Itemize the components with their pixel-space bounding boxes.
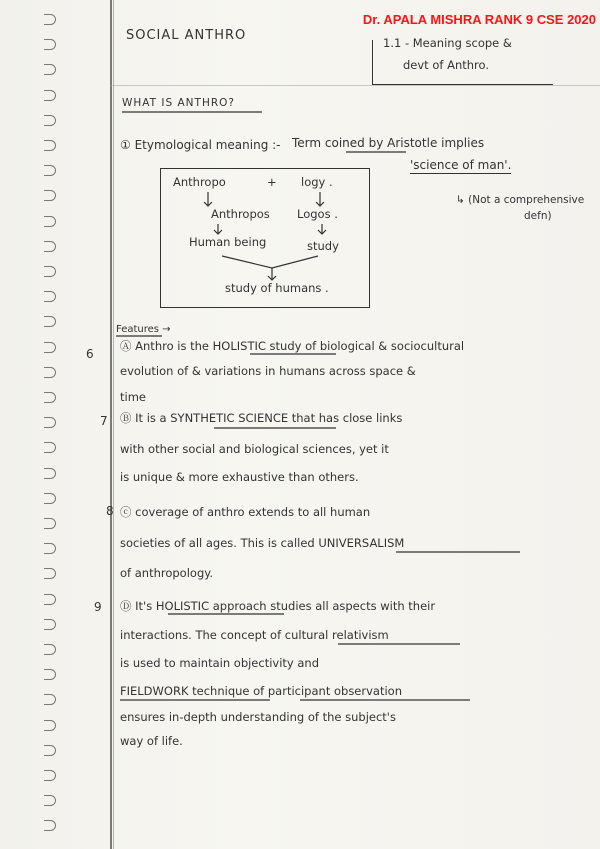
- binder-holes: [44, 14, 58, 844]
- binder-hole: [44, 770, 56, 781]
- binder-hole: [44, 820, 56, 831]
- binder-hole: [44, 745, 56, 756]
- binder-hole: [44, 90, 56, 101]
- point-line: societies of all ages. This is called UNIVERSALISM: [120, 536, 405, 550]
- binder-hole: [44, 442, 56, 453]
- margin-line: [110, 0, 112, 849]
- margin-line-inner: [113, 0, 114, 849]
- binder-hole: [44, 619, 56, 630]
- point-line: interactions. The concept of cultural relativism: [120, 628, 389, 642]
- point-line: with other social and biological sciences, yet it: [120, 442, 389, 456]
- binder-hole: [44, 291, 56, 302]
- etymology-quote: 'science of man'.: [410, 158, 512, 172]
- point-line: FIELDWORK technique of participant observation: [120, 684, 402, 698]
- point-line: is unique & more exhaustive than others.: [120, 470, 359, 484]
- diagram-mid-right: Logos .: [297, 207, 338, 221]
- binder-hole: [44, 594, 56, 605]
- binder-hole: [44, 39, 56, 50]
- binder-hole: [44, 316, 56, 327]
- point-line: evolution of & variations in humans across space &: [120, 364, 416, 378]
- diagram-mid-left: Anthropos: [211, 207, 270, 221]
- binder-hole: [44, 140, 56, 151]
- binder-hole: [44, 367, 56, 378]
- diagram-root-left: Anthropo: [173, 175, 226, 189]
- etymology-note-line1: ↳ (Not a comprehensive: [456, 194, 585, 206]
- point-line: of anthropology.: [120, 566, 214, 580]
- binder-hole: [44, 795, 56, 806]
- point-line: Ⓐ Anthro is the HOLISTIC study of biological & sociocultural: [120, 339, 465, 353]
- etymology-note-line2: defn): [524, 210, 552, 222]
- point-line: is used to maintain objectivity and: [120, 656, 320, 670]
- point-line: way of life.: [120, 734, 183, 748]
- watermark-title: Dr. APALA MISHRA RANK 9 CSE 2020: [362, 12, 596, 27]
- binder-hole: [44, 543, 56, 554]
- diagram-result: study of humans .: [225, 281, 329, 295]
- point-number: 9: [94, 600, 102, 614]
- point-line: ensures in-depth understanding of the subject's: [120, 710, 396, 724]
- binder-hole: [44, 115, 56, 126]
- binder-hole: [44, 568, 56, 579]
- subject-title: SOCIAL ANTHRO: [126, 28, 247, 43]
- section-heading: WHAT IS ANTHRO?: [122, 97, 235, 109]
- binder-hole: [44, 190, 56, 201]
- topic-tag-line1: 1.1 - Meaning scope &: [383, 36, 512, 50]
- point-line: ⓒ coverage of anthro extends to all human: [120, 505, 371, 519]
- point-number: 7: [100, 414, 108, 428]
- binder-hole: [44, 392, 56, 403]
- point-number: 8: [106, 504, 114, 518]
- binder-hole: [44, 493, 56, 504]
- binder-hole: [44, 518, 56, 529]
- binder-hole: [44, 644, 56, 655]
- point-line: Ⓑ It is a SYNTHETIC SCIENCE that has close links: [120, 411, 403, 425]
- topic-tag-line2: devt of Anthro.: [403, 58, 490, 72]
- binder-hole: [44, 417, 56, 428]
- etymology-label: ① Etymological meaning :-: [120, 138, 281, 152]
- binder-hole: [44, 266, 56, 277]
- features-label: Features →: [116, 324, 171, 335]
- diagram-plus: +: [267, 175, 277, 189]
- diagram-low-right: study: [307, 239, 339, 253]
- header-rule: [110, 85, 600, 86]
- binder-hole: [44, 165, 56, 176]
- binder-hole: [44, 694, 56, 705]
- binder-hole: [44, 241, 56, 252]
- binder-hole: [44, 669, 56, 680]
- diagram-low-left: Human being: [189, 235, 267, 249]
- binder-hole: [44, 216, 56, 227]
- point-line: time: [120, 390, 146, 404]
- diagram-root-right: logy .: [301, 175, 333, 189]
- etymology-text: Term coined by Aristotle implies: [292, 136, 485, 150]
- binder-hole: [44, 64, 56, 75]
- topic-tag: [372, 36, 553, 85]
- binder-hole: [44, 14, 56, 25]
- etymology-diagram: [160, 168, 370, 308]
- binder-hole: [44, 468, 56, 479]
- binder-hole: [44, 720, 56, 731]
- point-line: Ⓓ It's HOLISTIC approach studies all aspects with their: [120, 599, 436, 613]
- point-number: 6: [86, 347, 94, 361]
- binder-hole: [44, 342, 56, 353]
